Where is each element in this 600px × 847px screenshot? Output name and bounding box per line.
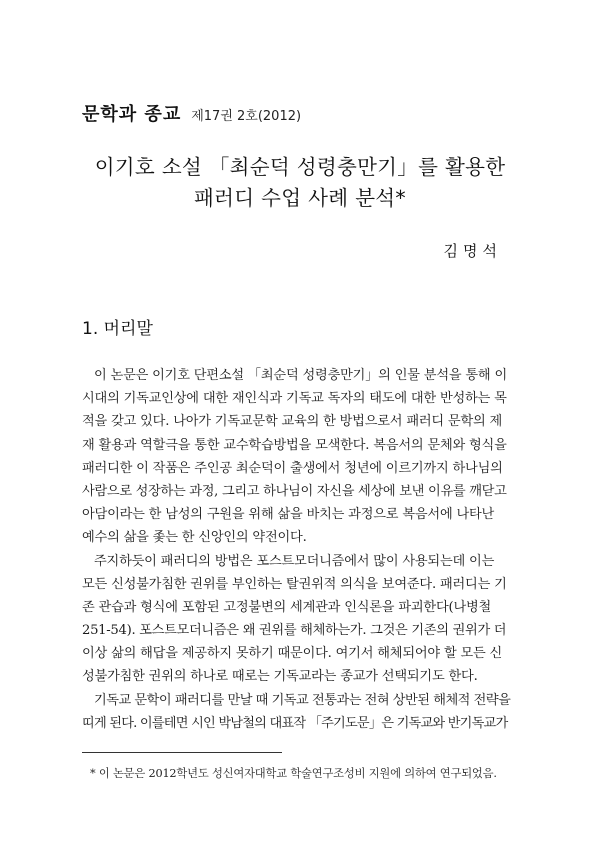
body-line: 시대의 기독교인상에 대한 재인식과 기독교 독자의 태도에 대한 반성하는 목 <box>82 391 507 407</box>
body-line: 성불가침한 권위의 하나로 때로는 기독교라는 종교가 선택되기도 한다. <box>82 669 478 685</box>
article-title-line-2: 패러디 수업 사례 분석* <box>194 186 406 210</box>
body-line: 기독교 문학이 패러디를 만날 때 기독교 전통과는 전혀 상반된 해체적 전략을 <box>94 692 511 708</box>
body-line: 존 관습과 형식에 포함된 고정불변의 세계관과 인식론을 파괴한다(나병철 <box>82 599 492 615</box>
body-line: 아담이라는 한 남성의 구원을 위해 삶을 바치는 과정으로 복음서에 나타난 <box>82 507 495 523</box>
body-line: 모든 신성불가침한 권위를 부인하는 탈권위적 의식을 보여준다. 패러디는 기 <box>82 576 507 592</box>
body-line: 적을 갖고 있다. 나아가 기독교문학 교육의 한 방법으로서 패러디 문학의 제 <box>82 414 503 430</box>
body-line: 이 논문은 이기호 단편소설 「최순덕 성령충만기」의 인물 분석을 통해 이 <box>94 368 507 383</box>
body-line: 재 활용과 역할극을 통한 교수학습방법을 모색한다. 복음서의 문체와 형식을 <box>82 437 507 453</box>
body-text <box>82 364 510 735</box>
body-line: 251-54). 포스트모더니즘은 왜 권위를 해체하는가. 그것은 기존의 권위가 더 <box>82 623 507 639</box>
journal-logo: 문학과 종교 <box>82 104 182 125</box>
body-line: 패러디한 이 작품은 주인공 최순덕이 출생에서 청년에 이르기까지 하나님의 <box>82 460 503 476</box>
article-title-line-1: 이기호 소설 「최순덕 성령충만기」를 활용한 <box>94 155 506 179</box>
author-name: 김명석 <box>443 242 502 260</box>
journal-header <box>82 100 301 126</box>
body-line: 띠게 된다. 이를테면 시인 박남철의 대표작 「주기도문」은 기독교와 반기독교가 <box>82 715 508 731</box>
footnote: * 이 논문은 2012학년도 성신여자대학교 학술연구조성비 지원에 의하여 연구되었음. <box>90 767 497 780</box>
footnote-divider <box>82 752 282 753</box>
body-line: 주지하듯이 패러디의 방법은 포스트모더니즘에서 많이 사용되는데 이는 <box>94 553 495 569</box>
journal-issue: 제17권 2호(2012) <box>191 109 302 124</box>
body-line: 사람으로 성장하는 과정, 그리고 하나님이 자신을 세상에 보낸 이유를 깨닫고 <box>82 483 507 499</box>
body-line: 예수의 삶을 좇는 한 신앙인의 약전이다. <box>82 530 307 546</box>
body-line: 이상 삶의 해답을 제공하지 못하기 때문이다. 여기서 해체되어야 할 모든 신 <box>82 646 503 662</box>
section-heading: 1. 머리말 <box>82 319 153 339</box>
